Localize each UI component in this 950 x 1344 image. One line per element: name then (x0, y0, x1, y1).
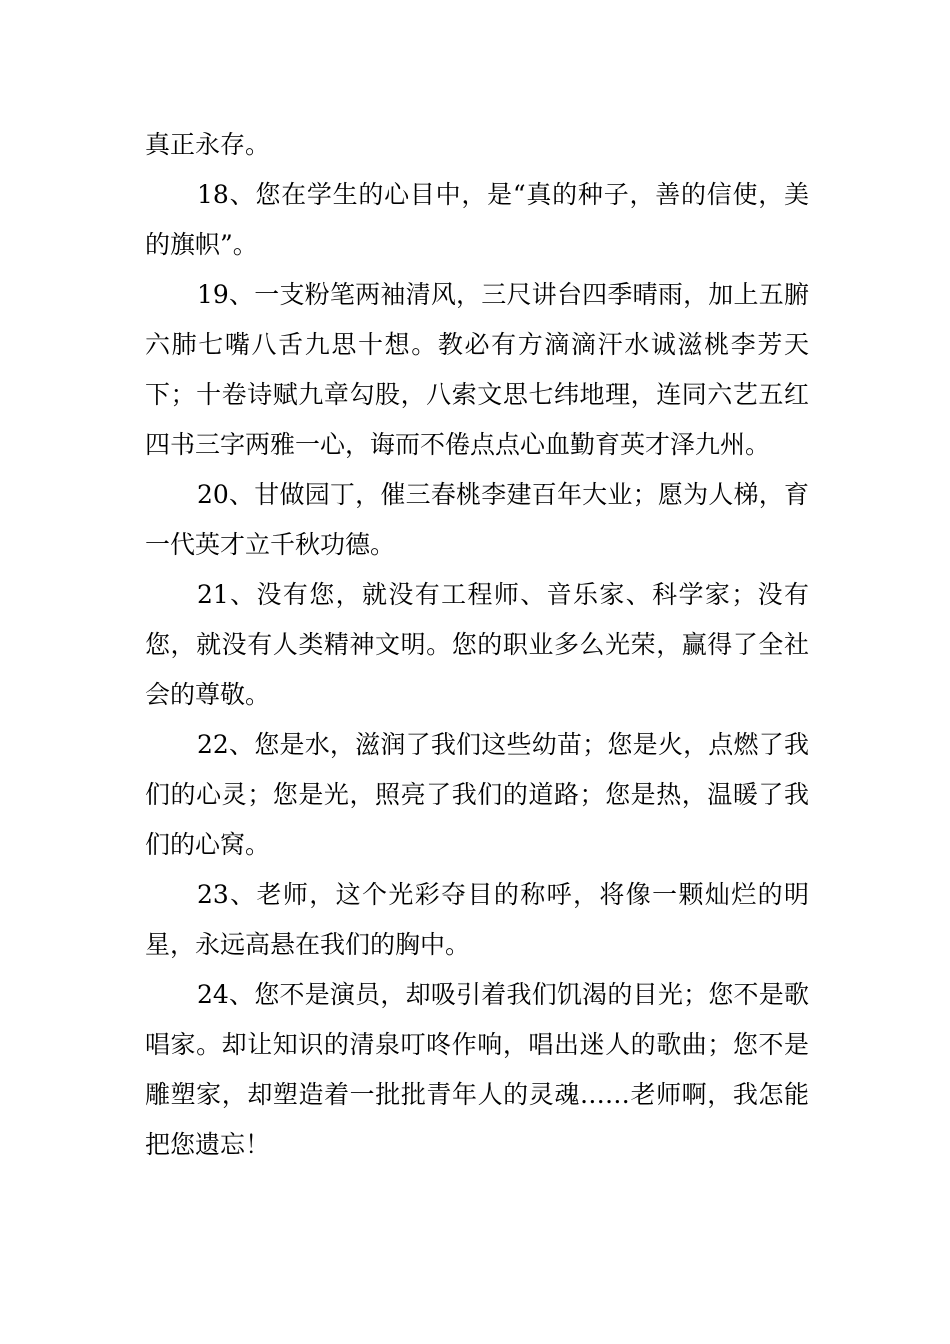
paragraph-23: 23、老师，这个光彩夺目的称呼，将像一颗灿烂的明星，永远高悬在我们的胸中。 (145, 880, 809, 959)
document-body (145, 120, 809, 1170)
paragraph-21: 21、没有您，就没有工程师、音乐家、科学家；没有您，就没有人类精神文明。您的职业多么光荣，赢得了全社会的尊敬。 (145, 580, 809, 709)
paragraph-22: 22、您是水，滋润了我们这些幼苗；您是火，点燃了我们的心灵；您是光，照亮了我们的道路；您是热，温暖了我们的心窝。 (145, 730, 809, 859)
paragraph-19: 19、一支粉笔两袖清风，三尺讲台四季晴雨，加上五腑六肺七嘴八舌九思十想。教必有方滴滴汗水诚滋桃李芳天下；十卷诗赋九章勾股，八索文思七纬地理，连同六艺五红四书三字两雅一心，诲而不倦点点心血勤育英才泽九州。 (145, 280, 809, 459)
paragraph-18: 18、您在学生的心目中，是“真的种子，善的信使，美的旗帜”。 (145, 180, 809, 259)
paragraph-20: 20、甘做园丁，催三春桃李建百年大业；愿为人梯，育一代英才立千秋功德。 (145, 480, 809, 559)
paragraph-continuation: 真正永存。 (145, 130, 271, 159)
paragraph-24: 24、您不是演员，却吸引着我们饥渴的目光；您不是歌唱家。却让知识的清泉叮咚作响，唱出迷人的歌曲；您不是雕塑家，却塑造着一批批青年人的灵魂……老师啊，我怎能把您遗忘！ (145, 980, 809, 1159)
